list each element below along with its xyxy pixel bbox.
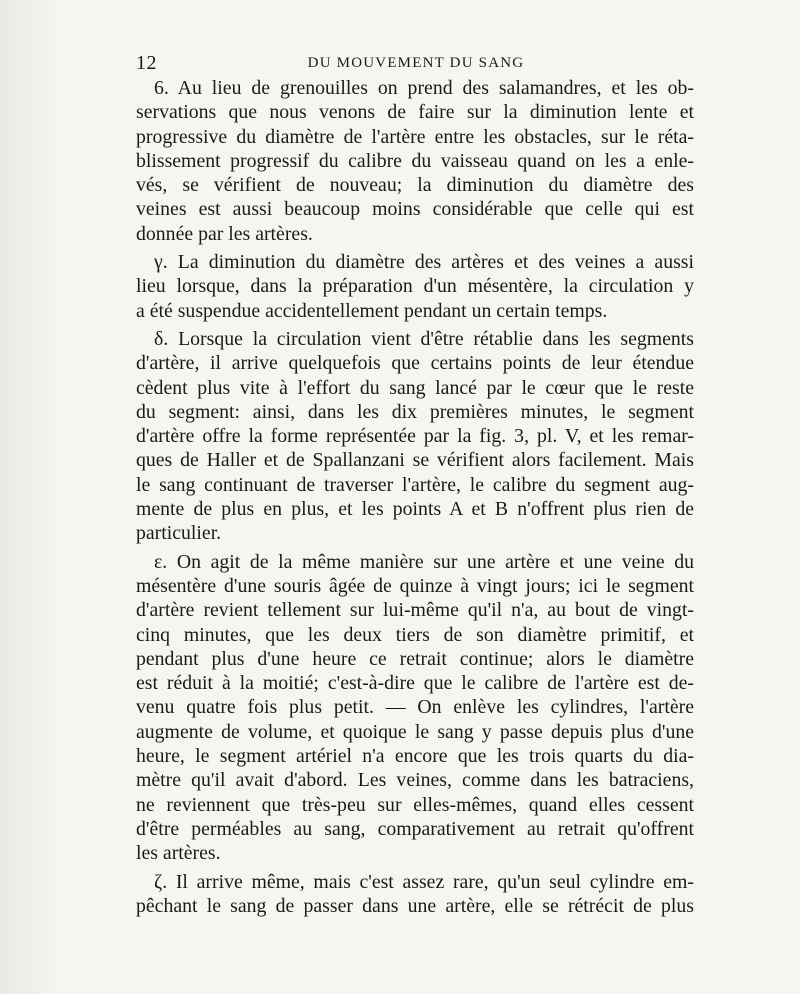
text-line: mente de plus en plus, et les points A et B n'offrent plus rien de [136,498,694,521]
text-line: venu quatre fois plus petit. — On enlève les cylindres, l'artère [136,696,694,719]
text-line: ε. On agit de la même manière sur une artère et une veine du [154,550,694,573]
text-line: d'artère, il arrive quelquefois que certains points de leur étendue [136,352,694,375]
text-line: pendant plus d'une heure ce retrait continue; alors le diamètre [136,647,694,670]
text-line: pêchant le sang de passer dans une artère, elle se rétrécit de plus [136,894,694,917]
body-text [136,76,694,918]
text-line: donnée par les artères. [136,222,313,245]
paragraph [136,327,694,546]
page-header [136,52,696,76]
text-line: ζ. Il arrive même, mais c'est assez rare, qu'un seul cylindre em- [154,870,694,893]
paragraph [136,550,694,866]
text-line: 6. Au lieu de grenouilles on prend des salamandres, et les ob- [154,77,694,99]
text-line: progressive du diamètre de l'artère entre les obstacles, sur le réta- [136,125,694,148]
page-gutter-shadow [0,0,60,994]
text-line: heure, le segment artériel n'a encore que les trois quarts du dia- [136,745,694,768]
text-line: servations que nous venons de faire sur la diminution lente et [136,101,694,124]
text-line: du segment: ainsi, dans les dix premières minutes, le segment [136,400,694,423]
text-line: particulier. [136,522,222,545]
text-line: vés, se vérifient de nouveau; la diminution du diamètre des [136,174,694,197]
paragraph [136,250,694,323]
running-head: DU MOUVEMENT DU SANG [307,55,525,71]
text-line: d'artère offre la forme représentée par la fig. 3, pl. V, et les remar- [136,425,694,448]
text-line: cèdent plus vite à l'effort du sang lancé par le cœur que le reste [136,376,694,399]
paragraph [136,870,694,919]
text-line: cinq minutes, que les deux tiers de son diamètre primitif, et [136,623,694,646]
text-line: mètre qu'il avait d'abord. Les veines, comme dans les batraciens, [136,769,694,792]
text-line: ques de Haller et de Spallanzani se vérifient alors facilement. Mais [136,449,694,472]
text-line: les artères. [136,842,221,865]
text-line: ne reviennent que très-peu sur elles-mêmes, quand elles cessent [136,793,694,816]
text-line: d'artère revient tellement sur lui-même qu'il n'a, au bout de vingt- [136,599,694,622]
page-number: 12 [136,52,157,74]
text-line: est réduit à la moitié; c'est-à-dire que le calibre de l'artère est de- [136,672,694,695]
text-line: δ. Lorsque la circulation vient d'être rétablie dans les segments [154,327,694,350]
text-line: augmente de volume, et quoique le sang y passe depuis plus d'une [136,720,694,743]
paragraph [136,76,694,246]
text-line: lieu lorsque, dans la préparation d'un mésentère, la circulation y [136,275,694,298]
text-line: γ. La diminution du diamètre des artères et des veines a aussi [154,251,694,274]
text-line: a été suspendue accidentellement pendant un certain temps. [136,299,608,322]
text-line: blissement progressif du calibre du vaisseau quand on les a enle- [136,149,694,172]
text-line: veines est aussi beaucoup moins considérable que celle qui est [136,198,694,221]
text-line: mésentère d'une souris âgée de quinze à vingt jours; ici le segment [136,574,694,597]
text-line: le sang continuant de traverser l'artère, le calibre du segment aug- [136,473,694,496]
text-line: d'être perméables au sang, comparativement au retrait qu'offrent [136,817,694,840]
